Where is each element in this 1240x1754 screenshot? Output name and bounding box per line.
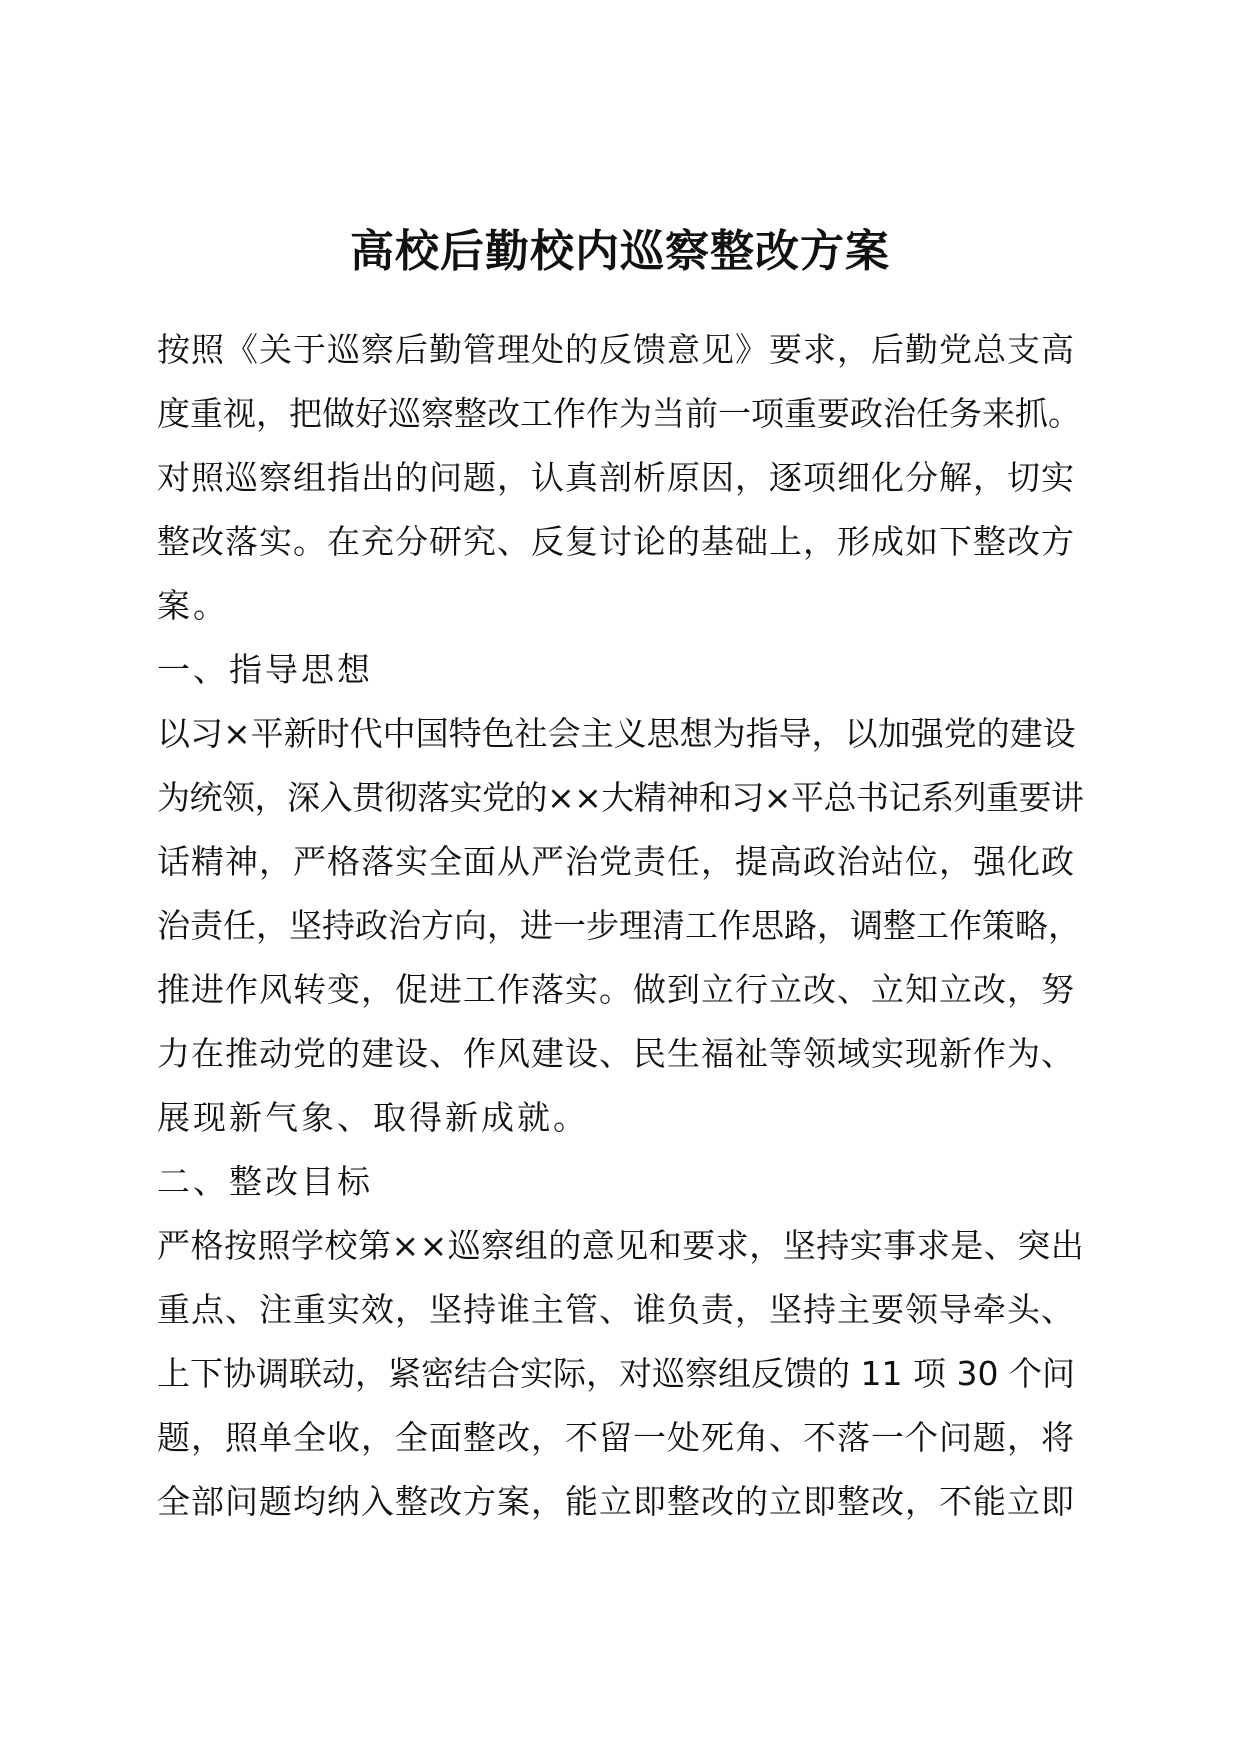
paragraph-line: 为统领，深入贯彻落实党的××大精神和习×平总书记系列重要讲 xyxy=(157,778,1084,817)
section-heading: 二、整改目标 xyxy=(157,1162,373,1201)
paragraph-line: 推进作风转变，促进工作落实。做到立行立改、立知立改，努 xyxy=(157,970,1075,1009)
paragraph-line: 治责任，坚持政治方向，进一步理清工作思路，调整工作策略， xyxy=(157,906,1081,945)
paragraph-line: 题，照单全收，全面整改，不留一处死角、不落一个问题，将 xyxy=(157,1418,1075,1457)
paragraph-line: 对照巡察组指出的问题，认真剖析原因，逐项细化分解，切实 xyxy=(157,458,1075,497)
paragraph-line: 整改落实。在充分研究、反复讨论的基础上，形成如下整改方 xyxy=(157,522,1075,561)
document-title: 高校后勤校内巡察整改方案 xyxy=(350,226,890,277)
paragraph-line: 展现新气象、取得新成就。 xyxy=(157,1098,589,1137)
paragraph-line: 全部问题均纳入整改方案，能立即整改的立即整改，不能立即 xyxy=(157,1482,1075,1521)
paragraph-line: 度重视，把做好巡察整改工作作为当前一项重要政治任务来抓。 xyxy=(157,394,1081,433)
paragraph-line: 话精神，严格落实全面从严治党责任，提高政治站位，强化政 xyxy=(157,842,1075,881)
paragraph-line: 上下协调联动，紧密结合实际，对巡察组反馈的 11 项 30 个问 xyxy=(157,1354,1075,1393)
paragraph-line: 案。 xyxy=(157,586,229,625)
paragraph-line: 严格按照学校第××巡察组的意见和要求，坚持实事求是、突出 xyxy=(157,1226,1085,1265)
paragraph-line: 按照《关于巡察后勤管理处的反馈意见》要求，后勤党总支高 xyxy=(157,330,1075,369)
paragraph-line: 力在推动党的建设、作风建设、民生福祉等领域实现新作为、 xyxy=(157,1034,1075,1073)
document-body xyxy=(157,318,1087,1534)
paragraph-line: 重点、注重实效，坚持谁主管、谁负责，坚持主要领导牵头、 xyxy=(157,1290,1075,1329)
paragraph-line: 以习×平新时代中国特色社会主义思想为指导，以加强党的建设 xyxy=(157,714,1076,753)
section-heading: 一、指导思想 xyxy=(157,650,373,689)
